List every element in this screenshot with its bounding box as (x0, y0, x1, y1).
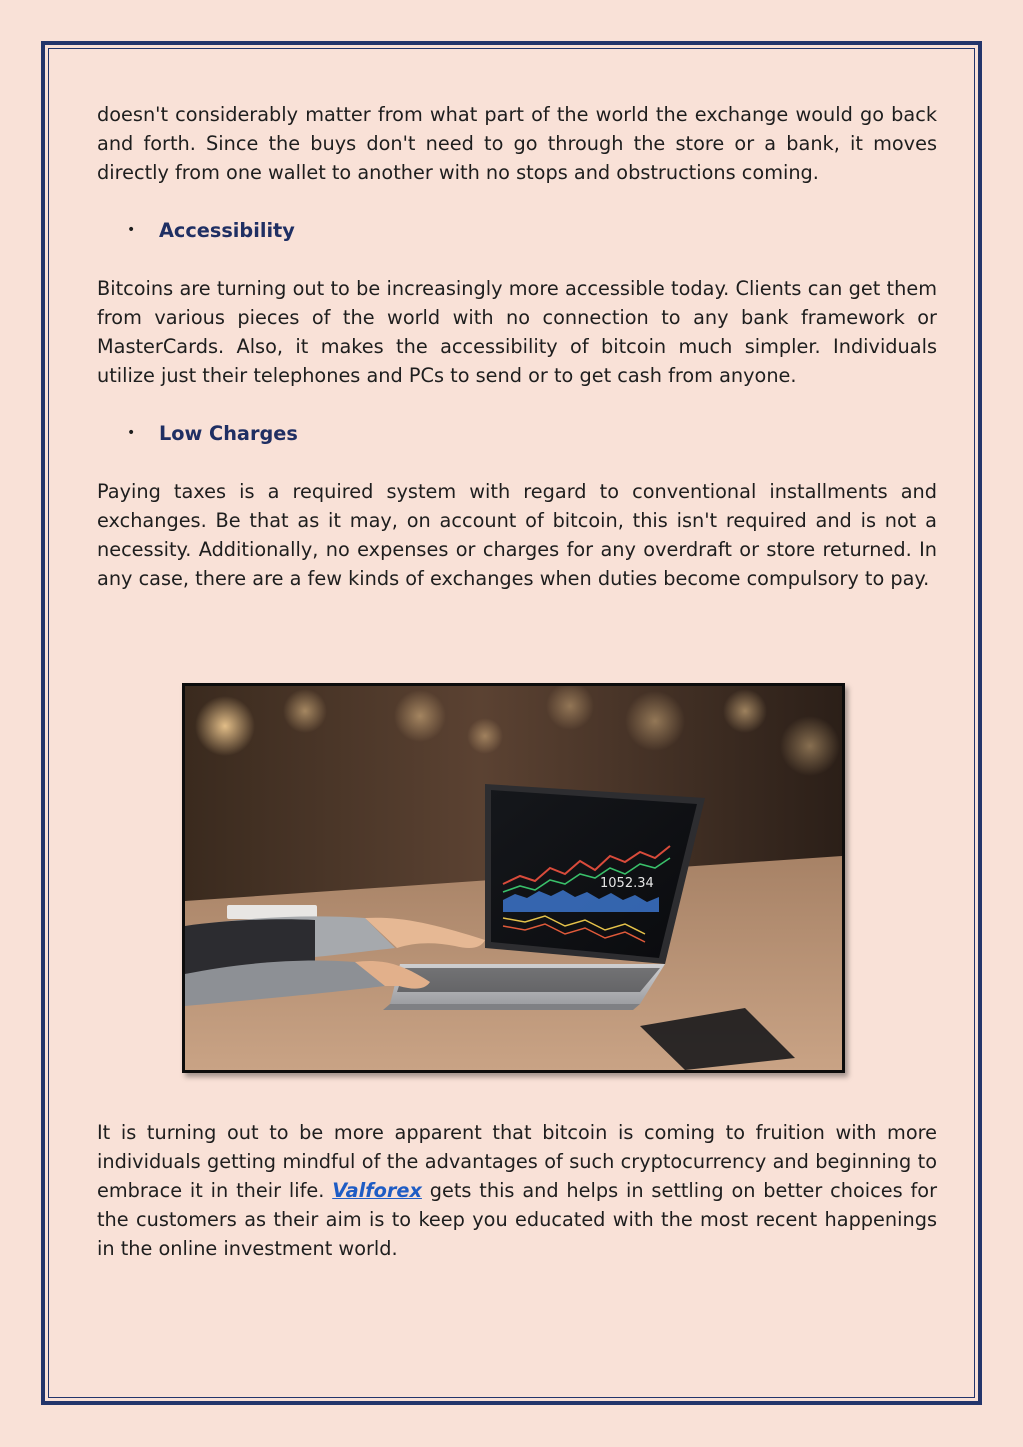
bullet-dot-icon: • (127, 425, 136, 441)
closing-text-before-link: It is turning out to be more apparent that bitcoin is coming to fruition with more individuals getting mindful of the advantages of such cryptocurrency and beginning to embrace it in their life. (97, 1121, 937, 1202)
document-content (97, 100, 937, 593)
laptop-trading-photo (182, 683, 845, 1073)
accessibility-heading: Accessibility (159, 219, 295, 242)
low-charges-paragraph: Paying taxes is a required system with regard to conventional installments and exchanges. Be that as it may, on account of bitcoin, this isn't required and is not a necessity. Additionally, no expenses or charges for any overdraft or store returned. In any case, there are a few kinds of exchanges when duties become compulsory to pay. (97, 480, 937, 590)
valforex-link[interactable]: Valforex (332, 1179, 422, 1202)
closing-paragraph (97, 1118, 937, 1263)
closing-text-after-link: gets this and helps in settling on better choices for the customers as their aim is to keep you educated with the most recent happenings in the online investment world. (97, 1179, 937, 1260)
low-charges-heading: Low Charges (159, 422, 298, 445)
bullet-accessibility (97, 216, 937, 245)
accessibility-paragraph: Bitcoins are turning out to be increasingly more accessible today. Clients can get them from various pieces of the world with no connection to any bank framework or MasterCards. Also, it makes the accessibility of bitcoin much simpler. Individuals utilize just their telephones and PCs to send or to get cash from anyone. (97, 277, 937, 387)
closing-section (97, 1118, 937, 1263)
bullet-low-charges (97, 419, 937, 448)
intro-paragraph: doesn't considerably matter from what part of the world the exchange would go back and forth. Since the buys don't need to go through the store or a bank, it moves directly from one wallet to another with no stops and obstructions coming. (97, 103, 937, 184)
screen-value-text: 1052.34 (600, 876, 654, 891)
bullet-dot-icon: • (127, 222, 136, 238)
